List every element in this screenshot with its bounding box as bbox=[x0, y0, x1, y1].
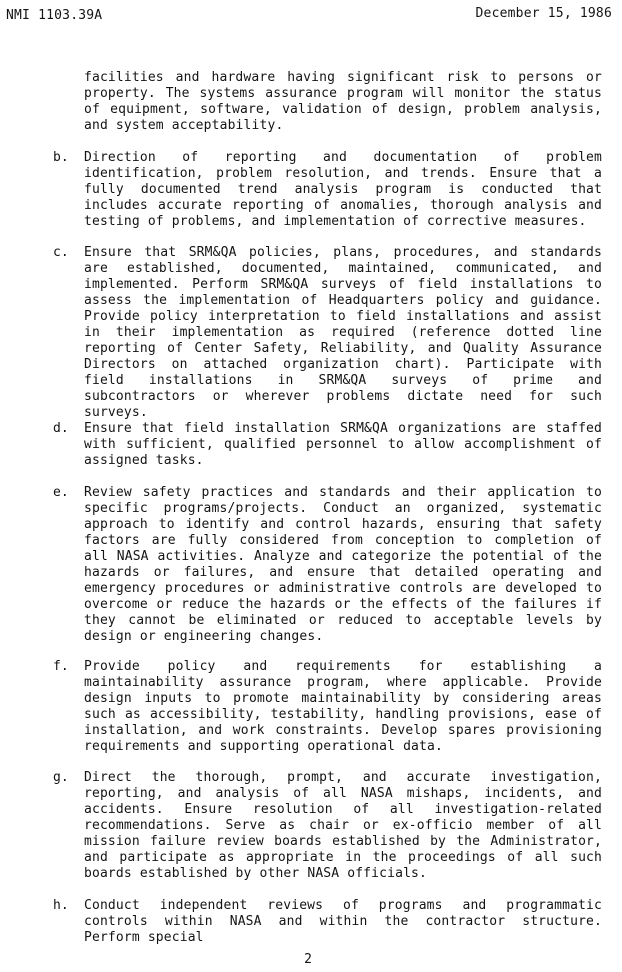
list-item-text: Direction of reporting and documentation of problem identification, problem resolution, and trends. Ensure that a fully documented trend analysis program is conducted that includes accurate reporting of anomalies, thorough analysis and testing of problems, and implementation of corrective measures. bbox=[84, 150, 602, 229]
list-marker: f. bbox=[53, 659, 69, 674]
list-item-text: Ensure that SRM&QA policies, plans, procedures, and standards are established, documented, maintained, communicated, and implemented. Perform SRM&QA surveys of field installations to assess the implementation of Headquarters policy and guidance. Provide policy interpretation to field installations and assist in their implementation as required (reference dotted line reporting of Center Safety, Reliability, and Quality Assurance Directors on attached organization chart). Participate with field installations in SRM&QA surveys of prime and subcontractors or wherever problems dictate need for such surveys. bbox=[84, 245, 602, 420]
document-date: December 15, 1986 bbox=[475, 6, 612, 21]
intro-paragraph: facilities and hardware having significant risk to persons or property. The systems assurance program will monitor the status of equipment, software, validation of design, problem analysis, and system acceptability. bbox=[84, 70, 602, 133]
list-marker: g. bbox=[53, 770, 69, 785]
list-marker: c. bbox=[53, 245, 69, 260]
list-marker: d. bbox=[53, 421, 69, 436]
list-marker: e. bbox=[53, 485, 69, 500]
list-marker: h. bbox=[53, 898, 69, 913]
list-item-text: Review safety practices and standards and their application to specific programs/projects. Conduct an organized, systematic approach to identify and control hazards, ensuring that safety factors are fully considered from conception to completion of all NASA activities. Analyze and categorize the potential of the hazards or failures, and ensure that detailed operating and emergency procedures or administrative controls are developed to overcome or reduce the hazards or the effects of the failures if they cannot be eliminated or reduced to acceptable levels by design or engineering changes. bbox=[84, 485, 602, 644]
list-item-text: Ensure that field installation SRM&QA organizations are staffed with sufficient, qualified personnel to allow accomplishment of assigned tasks. bbox=[84, 421, 602, 468]
list-item-text: Conduct independent reviews of programs and programmatic controls within NASA and within the contractor structure. Perform special bbox=[84, 898, 602, 945]
document-id: NMI 1103.39A bbox=[6, 8, 103, 23]
list-item-text: Direct the thorough, prompt, and accurate investigation, reporting, and analysis of all NASA mishaps, incidents, and accidents. Ensure resolution of all investigation-related recommendations. Serve as chair or ex-officio member of all mission failure review boards established by the Administrator, and participate as appropriate in the proceedings of all such boards established by other NASA officials. bbox=[84, 770, 602, 881]
list-item-text: Provide policy and requirements for establishing a maintainability assurance program, where applicable. Provide design inputs to promote maintainability by considering areas such as accessibility, testability, handling provisions, ease of installation, and work constraints. Develop spares provisioning requirements and supporting operational data. bbox=[84, 659, 602, 754]
page-number: 2 bbox=[304, 952, 312, 967]
list-marker: b. bbox=[53, 150, 69, 165]
